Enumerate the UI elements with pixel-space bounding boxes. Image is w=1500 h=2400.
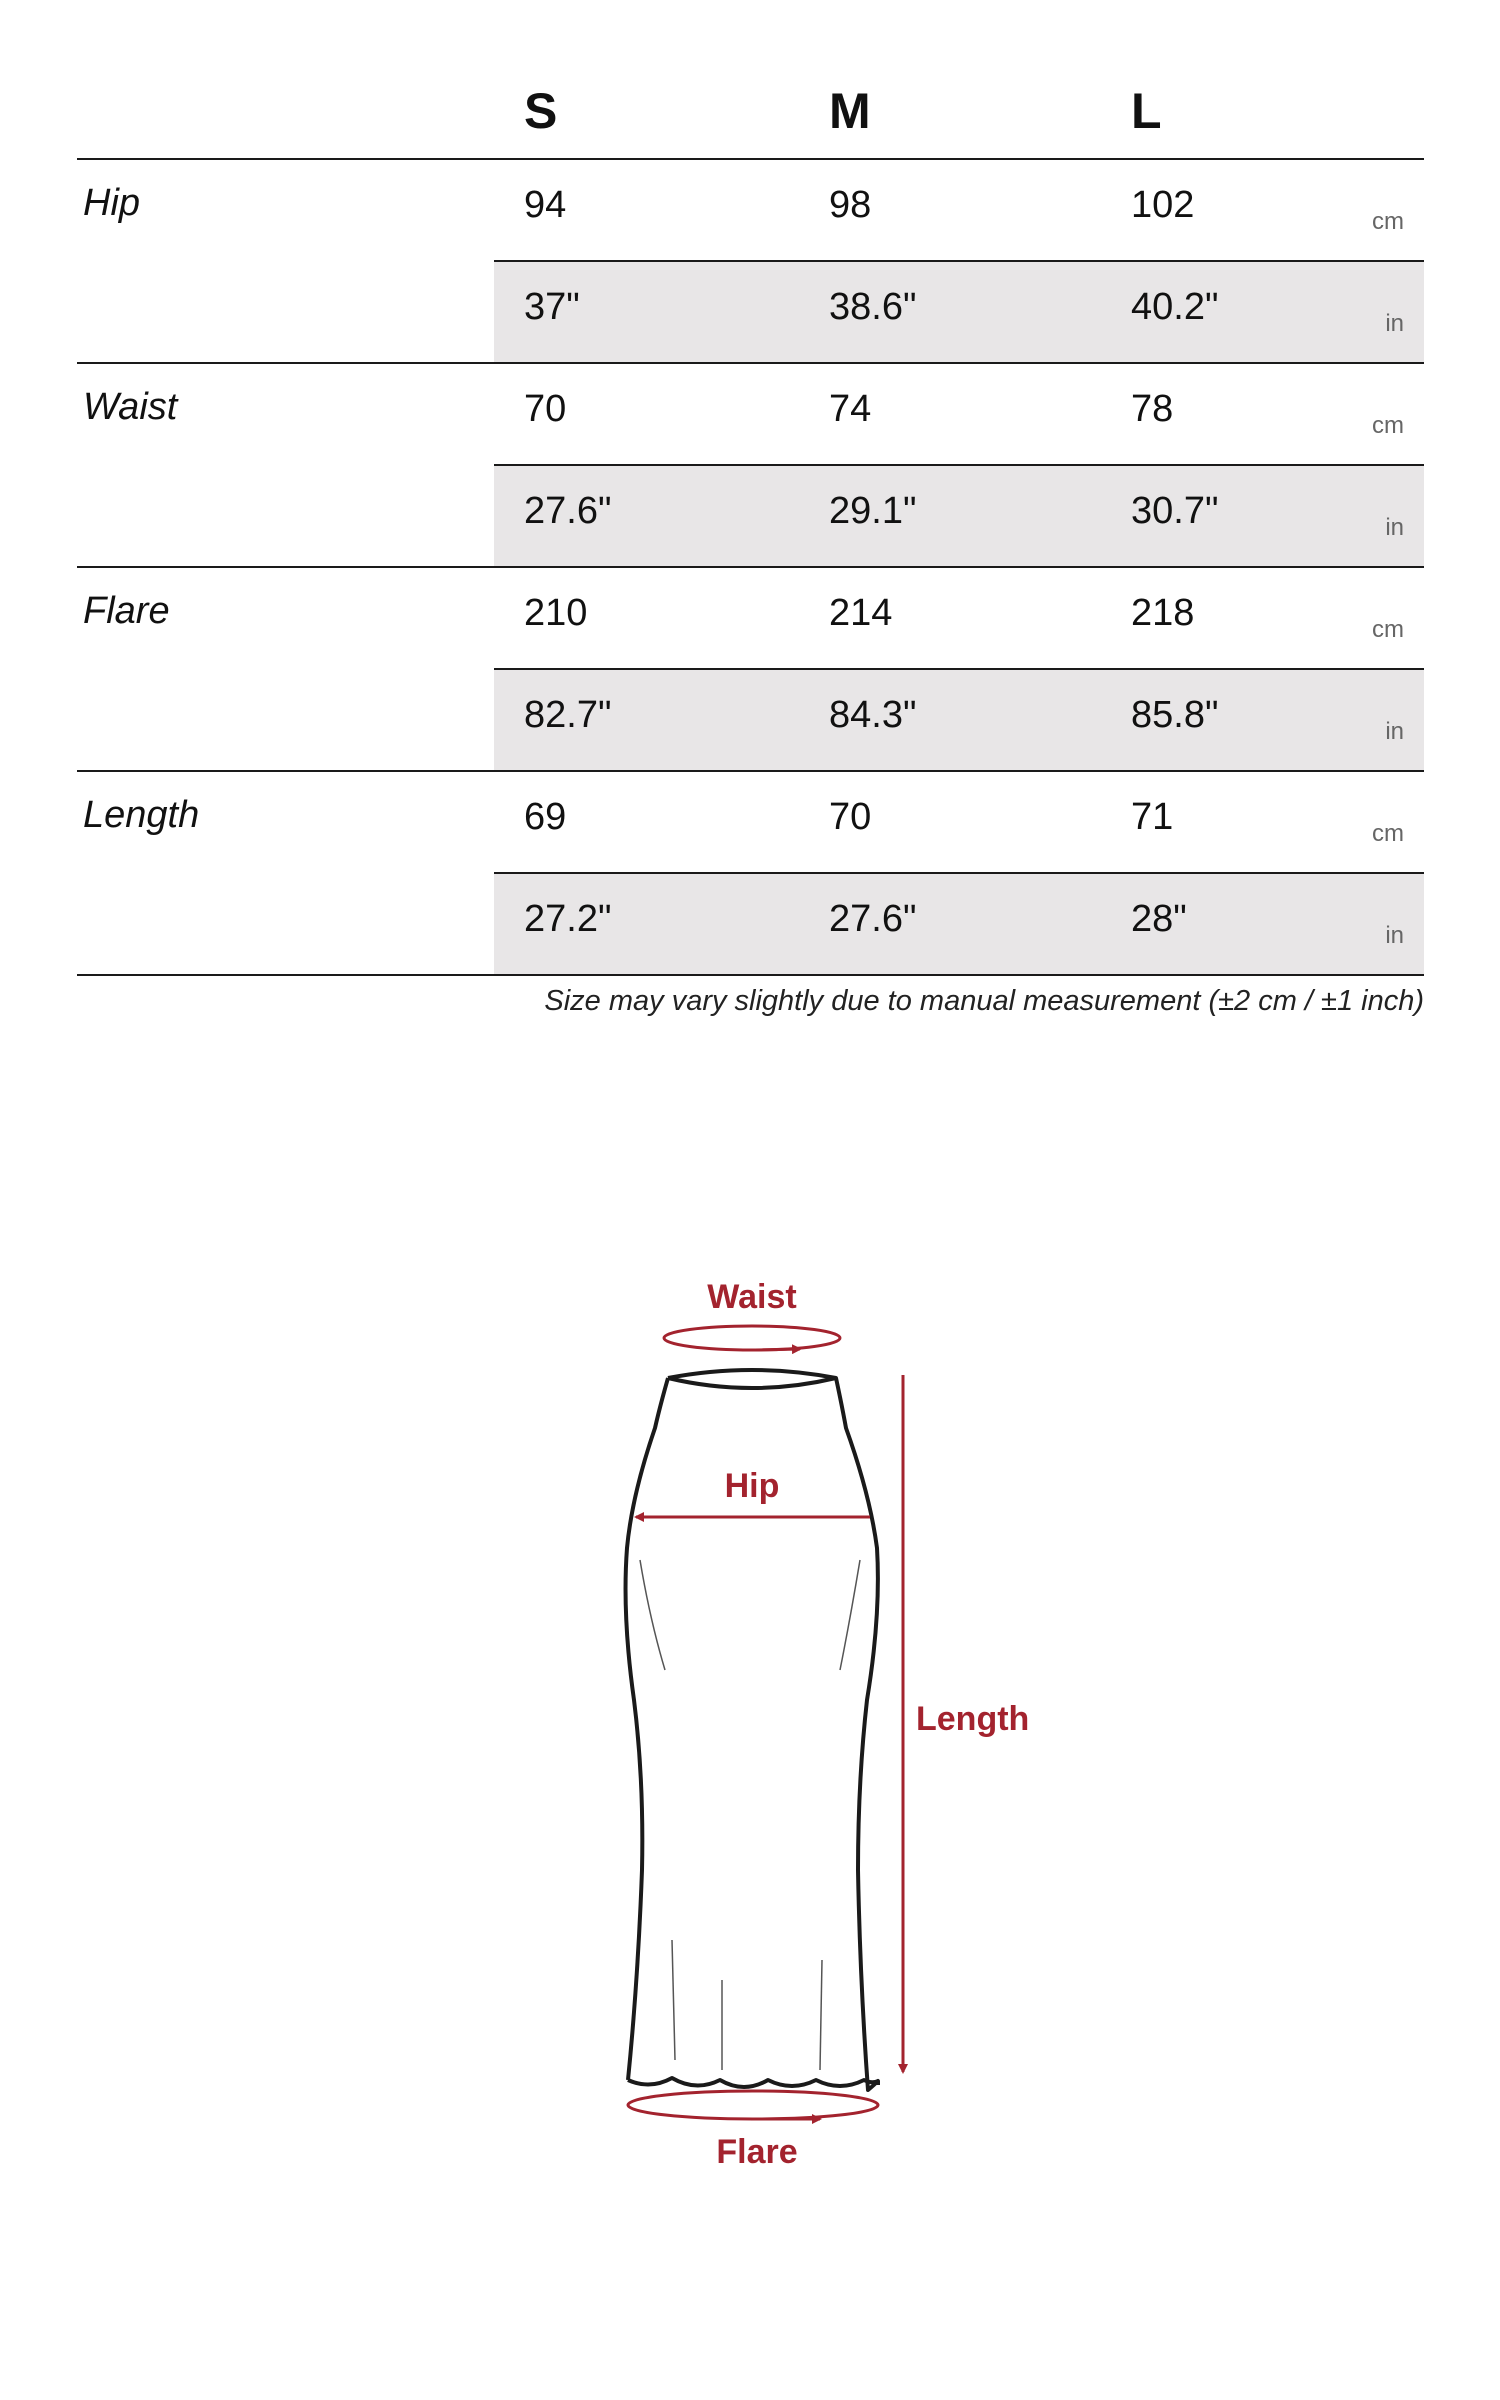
cell-m: 27.6"	[829, 898, 917, 940]
cell-m: 84.3"	[829, 694, 917, 736]
unit-in: in	[1385, 922, 1404, 949]
cell-s: 69	[524, 796, 567, 838]
cell-m: 214	[829, 592, 893, 634]
measurement-label: Flare	[83, 590, 170, 632]
cell-s: 27.2"	[524, 898, 612, 940]
cell-l: 40.2"	[1131, 286, 1219, 328]
cell-m: 38.6"	[829, 286, 917, 328]
cell-l: 30.7"	[1131, 490, 1219, 532]
hip-measure	[636, 1467, 870, 1517]
unit-cm: cm	[1372, 208, 1404, 235]
flare-label: Flare	[716, 2133, 798, 2171]
size-s-header: S	[524, 83, 558, 139]
unit-in: in	[1385, 514, 1404, 541]
length-label: Length	[916, 1700, 1030, 1738]
skirt-fold-lines	[640, 1560, 860, 2070]
length-measure	[903, 1375, 1029, 2072]
cell-m: 74	[829, 388, 872, 430]
cell-l: 102	[1131, 184, 1195, 226]
unit-cm: cm	[1372, 412, 1404, 439]
cell-l: 218	[1131, 592, 1195, 634]
unit-in: in	[1385, 310, 1404, 337]
hip-label: Hip	[724, 1467, 780, 1505]
cell-s: 210	[524, 592, 588, 634]
waist-label: Waist	[707, 1278, 797, 1316]
cell-m: 70	[829, 796, 872, 838]
cell-m: 98	[829, 184, 872, 226]
unit-in: in	[1385, 718, 1404, 745]
size-m-header: M	[829, 83, 871, 139]
unit-cm: cm	[1372, 820, 1404, 847]
cell-m: 29.1"	[829, 490, 917, 532]
cell-l: 28"	[1131, 898, 1187, 940]
cell-s: 27.6"	[524, 490, 612, 532]
unit-cm: cm	[1372, 616, 1404, 643]
measurement-disclaimer: Size may vary slightly due to manual measurement (±2 cm / ±1 inch)	[544, 985, 1424, 1017]
cell-l: 78	[1131, 388, 1174, 430]
cell-s: 37"	[524, 286, 580, 328]
measurement-label: Length	[83, 794, 200, 836]
waist-measure	[664, 1278, 840, 1350]
size-l-header: L	[1131, 83, 1162, 139]
measurement-label: Hip	[83, 182, 141, 224]
cell-l: 71	[1131, 796, 1174, 838]
cell-s: 82.7"	[524, 694, 612, 736]
measurement-label: Waist	[83, 386, 178, 428]
cell-l: 85.8"	[1131, 694, 1219, 736]
flare-measure	[628, 2091, 878, 2171]
cell-s: 94	[524, 184, 567, 226]
cell-s: 70	[524, 388, 567, 430]
